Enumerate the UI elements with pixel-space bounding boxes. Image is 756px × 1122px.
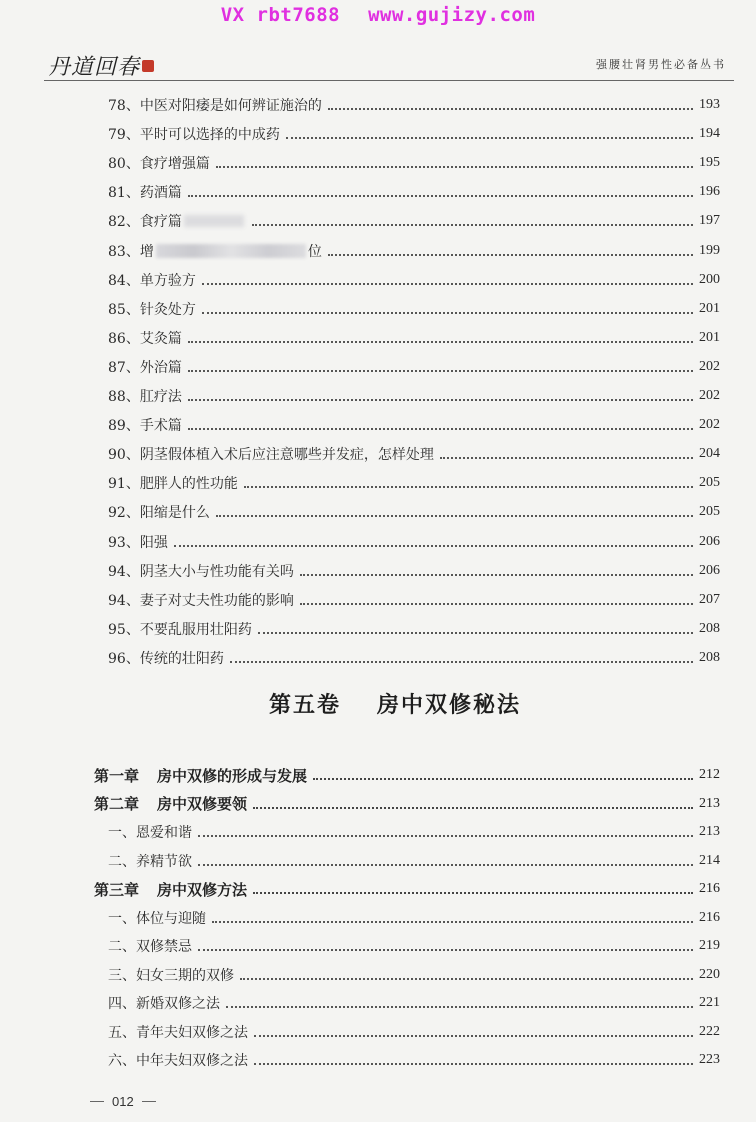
chapter-entry [94,762,720,788]
toc-entry [108,529,720,555]
subsection-label: 二、双修禁忌 [108,939,192,955]
toc-entry-label-tail: 位 [307,243,322,260]
redacted-text [184,215,244,227]
chapter-title: 房中双修方法 [157,880,248,899]
page-footer [82,1094,164,1109]
dot-leader [244,484,693,488]
subsection-entry [108,819,720,845]
toc-entry-label: 84、单方验方 [108,272,196,289]
toc-entry-label: 86、艾灸篇 [108,330,182,347]
subsection-page: 219 [699,938,720,953]
subsection-page: 221 [699,995,720,1010]
dot-leader [300,601,693,605]
chapter-page: 213 [699,795,720,811]
toc-entry [108,412,720,438]
toc-entry-label: 81、药酒篇 [108,185,182,202]
dot-leader [253,890,693,894]
section-volume: 第五卷 [268,692,341,718]
dot-leader [212,919,693,923]
chapter-title: 房中双修要领 [157,795,248,813]
toc-entry-page: 206 [699,533,720,549]
subsection-label: 一、体位与迎随 [108,910,206,927]
toc-entry-label: 91、肥胖人的性功能 [108,476,238,493]
toc-entry-page: 206 [699,562,720,578]
toc-entry-label: 95、不要乱服用壮阳药 [108,621,252,638]
toc-entry [108,470,720,496]
toc-entry-label: 78、中医对阳痿是如何辨证施治的 [108,98,322,114]
toc-entry [108,558,720,584]
toc-entry-page: 202 [699,358,720,374]
dot-leader [252,222,693,226]
dot-leader [254,1033,693,1037]
dot-leader [254,1061,693,1065]
header-divider [44,80,734,81]
toc-entry-page: 200 [699,271,720,287]
toc-entry-label: 89、手术篇 [108,418,182,435]
toc-entry [108,587,720,613]
page-number: 012 [112,1094,134,1109]
toc-entry [108,645,720,671]
chapter-number: 第三章 [94,880,140,899]
toc-entry-label: 88、肛疗法 [108,389,182,405]
dot-leader [188,397,693,401]
toc-entry-page: 196 [699,184,720,200]
chapter-page: 216 [699,881,720,896]
subsection-label: 三、妇女三期的双修 [108,967,234,984]
toc-entry [108,179,720,205]
dot-leader [230,659,693,663]
chapter-number: 第二章 [94,795,140,813]
subsection-page: 214 [699,852,720,868]
dot-leader [440,455,693,459]
toc-entry-page: 194 [699,126,720,142]
subsection-entry [108,990,720,1016]
subsection-page: 213 [699,824,720,839]
toc-entry-label: 85、针灸处方 [108,301,196,318]
toc-entry [108,296,720,322]
watermark-id: VX rbt7688 [220,4,341,26]
toc-entry-label: 94、阴茎大小与性功能有关吗 [108,563,294,580]
subsection-page: 220 [699,966,720,982]
toc-entry-label: 82、食疗篇 [108,214,182,231]
toc-entry [108,267,720,293]
subsection-page: 222 [699,1023,720,1039]
subsection-entry [108,848,720,874]
toc-entry-label: 83、增 [108,243,154,260]
chapter-entry [94,791,720,817]
toc-entry-label: 87、外治篇 [108,359,182,376]
dot-leader [188,193,693,197]
chapter-number: 第一章 [94,766,140,785]
book-logo [48,50,154,81]
toc-entry-label: 90、阴茎假体植入术后应注意哪些并发症，怎样处理 [108,447,434,464]
dot-leader [188,426,693,430]
dot-leader [258,630,693,634]
series-title: 强腰壮肾男性必备丛书 [596,58,726,71]
dot-leader [198,947,693,951]
toc-entry-page: 205 [699,475,720,491]
toc-entry-label: 80、食疗增强篇 [108,156,210,173]
dot-leader [202,281,693,285]
toc-entry [108,325,720,351]
toc-entry-page: 208 [699,620,720,636]
toc-entry [108,441,720,467]
toc-entry-label: 96、传统的壮阳药 [108,650,224,667]
toc-entry-page: 202 [699,388,720,403]
subsection-entry [108,1047,720,1073]
seal-icon [142,60,154,72]
toc-entry-label: 93、阳强 [108,534,168,551]
dot-leader [216,164,693,168]
section-name: 房中双修秘法 [377,692,522,718]
redacted-text [156,244,306,258]
subsection-page: 216 [699,909,720,925]
dot-leader [198,862,693,866]
toc-entry [108,354,720,380]
toc-entry [108,92,720,118]
subsection-page: 223 [699,1052,720,1067]
toc-entry [108,383,720,409]
subsection-label: 一、恩爱和谐 [108,825,192,841]
toc-entry [108,238,720,264]
toc-entry [108,208,720,234]
subsection-entry [108,962,720,988]
chapter-title: 房中双修的形成与发展 [157,766,308,785]
dot-leader [328,106,693,110]
dot-leader [174,543,693,547]
subsection-label: 六、中年夫妇双修之法 [108,1053,248,1069]
dot-leader [300,572,693,576]
toc-entry-page: 201 [699,300,720,316]
toc-entry [108,616,720,642]
toc-entry-page: 197 [699,213,720,229]
subsection-label: 二、养精节欲 [108,853,192,870]
toc-entry-label: 79、平时可以选择的中成药 [108,127,280,144]
toc-entry-label: 94、妻子对丈夫性功能的影响 [108,592,294,609]
dot-leader [240,976,693,980]
toc-entry-page: 202 [699,417,720,433]
book-logo-text: 丹道回春 [48,55,141,80]
dot-leader [216,513,693,517]
watermark-url: www.gujizy.com [368,4,536,26]
toc-entry [108,121,720,147]
dot-leader [188,368,693,372]
dot-leader [202,310,693,314]
dot-leader [253,805,693,809]
toc-entry-page: 207 [699,591,720,607]
toc-entry-page: 204 [699,446,720,462]
toc-entry-page: 193 [699,97,720,112]
watermark [0,4,756,26]
dot-leader [198,833,693,837]
toc-entry-page: 205 [699,504,720,520]
toc-entry-page: 201 [699,329,720,345]
toc-entry-page: 199 [699,242,720,258]
toc-entry-page: 208 [699,649,720,665]
dot-leader [328,252,693,256]
dot-leader [286,135,693,139]
dot-leader [188,339,693,343]
dot-leader [226,1004,693,1008]
toc-entry [108,499,720,525]
toc-entry [108,150,720,176]
toc-entry-page: 195 [699,155,720,171]
chapter-page: 212 [699,767,720,782]
toc-entry-label: 92、阳缩是什么 [108,505,210,522]
subsection-label: 四、新婚双修之法 [108,996,220,1012]
section-title [0,688,756,719]
subsection-label: 五、青年夫妇双修之法 [108,1024,248,1041]
subsection-entry [108,1019,720,1045]
subsection-entry [108,933,720,959]
dot-leader [313,776,693,780]
subsection-entry [108,905,720,931]
chapter-entry [94,876,720,902]
